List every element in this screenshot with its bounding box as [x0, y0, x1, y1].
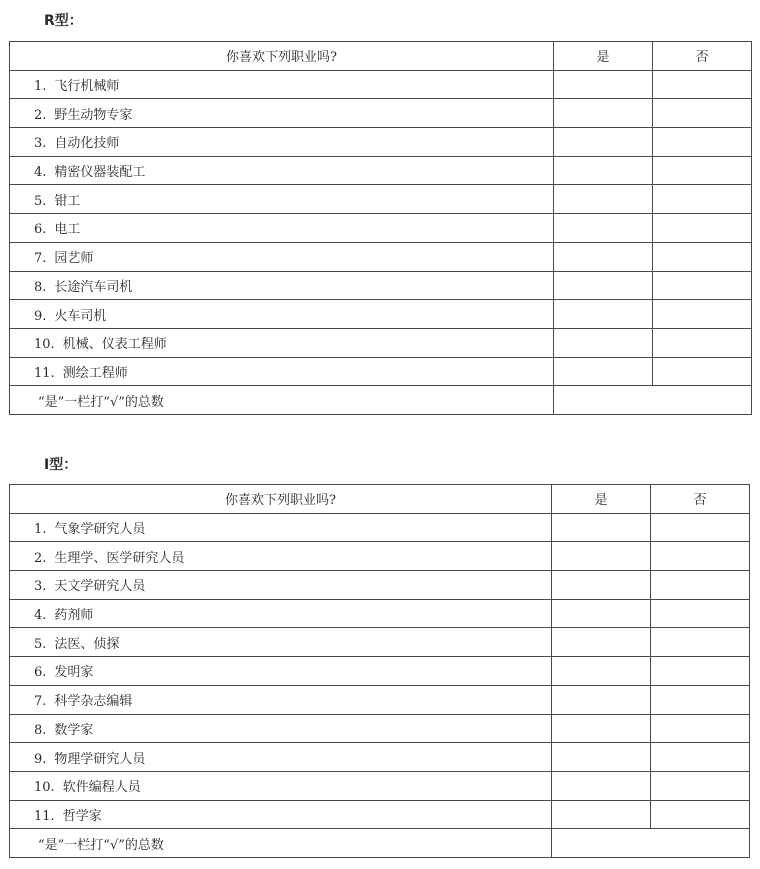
occupation-label: 发明家	[54, 665, 94, 681]
yes-answer-cell[interactable]	[554, 128, 653, 157]
occupation-label: 自动化技师	[54, 136, 120, 152]
table-row	[10, 328, 752, 357]
occupation-label: 生理学、医学研究人员	[54, 550, 185, 566]
no-answer-cell[interactable]	[651, 628, 750, 657]
no-answer-cell[interactable]	[651, 800, 750, 829]
question-header: 你喜欢下列职业吗?	[10, 42, 554, 71]
occupation-label: 长途汽车司机	[54, 279, 133, 295]
occupation-cell	[10, 743, 552, 772]
table-row	[10, 70, 752, 99]
no-answer-cell[interactable]	[653, 156, 752, 185]
table-row	[10, 743, 750, 772]
yes-answer-cell[interactable]	[552, 571, 651, 600]
survey-table-i	[9, 484, 750, 858]
yes-answer-cell[interactable]	[554, 70, 653, 99]
occupation-cell	[10, 271, 554, 300]
table-row	[10, 513, 750, 542]
table-row	[10, 242, 752, 271]
question-header: 你喜欢下列职业吗?	[10, 485, 552, 514]
occupation-cell	[10, 685, 552, 714]
item-number: 11.	[34, 365, 55, 381]
table-row	[10, 185, 752, 214]
no-answer-cell[interactable]	[653, 185, 752, 214]
item-number: 5.	[34, 636, 47, 652]
no-answer-cell[interactable]	[653, 328, 752, 357]
yes-column-header: 是	[554, 42, 653, 71]
yes-answer-cell[interactable]	[552, 599, 651, 628]
item-number: 4.	[34, 608, 47, 624]
table-row	[10, 156, 752, 185]
yes-column-header: 是	[552, 485, 651, 514]
table-row	[10, 542, 750, 571]
total-count-cell[interactable]	[552, 829, 750, 858]
item-number: 2.	[34, 107, 47, 123]
item-number: 7.	[34, 251, 47, 267]
occupation-cell	[10, 185, 554, 214]
yes-answer-cell[interactable]	[554, 271, 653, 300]
yes-answer-cell[interactable]	[552, 628, 651, 657]
occupation-cell	[10, 714, 552, 743]
yes-answer-cell[interactable]	[554, 99, 653, 128]
yes-answer-cell[interactable]	[554, 357, 653, 386]
occupation-cell	[10, 357, 554, 386]
no-answer-cell[interactable]	[653, 300, 752, 329]
no-answer-cell[interactable]	[651, 571, 750, 600]
yes-answer-cell[interactable]	[554, 300, 653, 329]
no-answer-cell[interactable]	[651, 743, 750, 772]
no-answer-cell[interactable]	[651, 599, 750, 628]
table-row	[10, 214, 752, 243]
occupation-cell	[10, 657, 552, 686]
table-row	[10, 714, 750, 743]
occupation-label: 机械、仪表工程师	[62, 337, 167, 353]
total-label: “是”一栏打“√”的总数	[10, 386, 554, 415]
table-row	[10, 771, 750, 800]
no-answer-cell[interactable]	[653, 70, 752, 99]
no-answer-cell[interactable]	[653, 242, 752, 271]
occupation-cell	[10, 70, 554, 99]
item-number: 2.	[34, 550, 47, 566]
total-row	[10, 829, 750, 858]
yes-answer-cell[interactable]	[554, 214, 653, 243]
table-row	[10, 99, 752, 128]
yes-answer-cell[interactable]	[552, 743, 651, 772]
no-answer-cell[interactable]	[651, 685, 750, 714]
total-label: “是”一栏打“√”的总数	[10, 829, 552, 858]
total-row	[10, 386, 752, 415]
item-number: 1.	[34, 79, 47, 95]
table-header-row	[10, 485, 750, 514]
occupation-cell	[10, 513, 552, 542]
occupation-cell	[10, 300, 554, 329]
item-number: 6.	[34, 665, 47, 681]
occupation-cell	[10, 214, 554, 243]
no-answer-cell[interactable]	[651, 714, 750, 743]
occupation-cell	[10, 242, 554, 271]
table-row	[10, 571, 750, 600]
item-number: 6.	[34, 222, 47, 238]
item-number: 9.	[34, 751, 47, 767]
no-answer-cell[interactable]	[653, 271, 752, 300]
occupation-label: 数学家	[54, 722, 94, 738]
occupation-label: 气象学研究人员	[54, 522, 146, 538]
no-answer-cell[interactable]	[653, 357, 752, 386]
item-number: 3.	[34, 136, 47, 152]
table-header-row	[10, 42, 752, 71]
no-answer-cell[interactable]	[651, 657, 750, 686]
no-answer-cell[interactable]	[653, 99, 752, 128]
occupation-label: 电工	[54, 222, 81, 238]
occupation-label: 物理学研究人员	[54, 751, 146, 767]
no-column-header: 否	[653, 42, 752, 71]
table-row	[10, 628, 750, 657]
no-answer-cell[interactable]	[651, 771, 750, 800]
yes-answer-cell[interactable]	[552, 513, 651, 542]
occupation-label: 火车司机	[54, 308, 107, 324]
occupation-label: 法医、侦探	[54, 636, 120, 652]
occupation-label: 精密仪器装配工	[54, 165, 146, 181]
item-number: 8.	[34, 279, 47, 295]
yes-answer-cell[interactable]	[554, 328, 653, 357]
occupation-cell	[10, 771, 552, 800]
yes-answer-cell[interactable]	[552, 657, 651, 686]
no-answer-cell[interactable]	[651, 542, 750, 571]
item-number: 5.	[34, 193, 47, 209]
item-number: 11.	[34, 808, 55, 824]
table-row	[10, 657, 750, 686]
occupation-label: 哲学家	[62, 808, 102, 824]
occupation-cell	[10, 328, 554, 357]
yes-answer-cell[interactable]	[554, 242, 653, 271]
occupation-cell	[10, 542, 552, 571]
survey-table-r	[9, 41, 752, 415]
yes-answer-cell[interactable]	[552, 714, 651, 743]
yes-answer-cell[interactable]	[554, 156, 653, 185]
table-row	[10, 271, 752, 300]
item-number: 3.	[34, 579, 47, 595]
yes-answer-cell[interactable]	[552, 800, 651, 829]
item-number: 10.	[34, 337, 55, 353]
occupation-cell	[10, 628, 552, 657]
item-number: 9.	[34, 308, 47, 324]
yes-answer-cell[interactable]	[552, 542, 651, 571]
table-row	[10, 300, 752, 329]
no-column-header: 否	[651, 485, 750, 514]
occupation-label: 飞行机械师	[54, 79, 120, 95]
occupation-label: 软件编程人员	[62, 780, 141, 796]
occupation-label: 测绘工程师	[62, 365, 128, 381]
table-row	[10, 599, 750, 628]
occupation-label: 药剂师	[54, 608, 94, 624]
occupation-cell	[10, 599, 552, 628]
occupation-label: 钳工	[54, 193, 81, 209]
item-number: 1.	[34, 522, 47, 538]
item-number: 4.	[34, 165, 47, 181]
table-row	[10, 357, 752, 386]
table-row	[10, 685, 750, 714]
table-row	[10, 800, 750, 829]
yes-answer-cell[interactable]	[554, 185, 653, 214]
no-answer-cell[interactable]	[653, 128, 752, 157]
section-title-i: I型：	[44, 457, 78, 473]
occupation-label: 野生动物专家	[54, 107, 133, 123]
no-answer-cell[interactable]	[651, 513, 750, 542]
occupation-cell	[10, 571, 552, 600]
item-number: 10.	[34, 780, 55, 796]
item-number: 8.	[34, 722, 47, 738]
total-count-cell[interactable]	[554, 386, 752, 415]
occupation-label: 天文学研究人员	[54, 579, 146, 595]
yes-answer-cell[interactable]	[552, 685, 651, 714]
occupation-label: 园艺师	[54, 251, 94, 267]
yes-answer-cell[interactable]	[552, 771, 651, 800]
occupation-cell	[10, 128, 554, 157]
occupation-cell	[10, 156, 554, 185]
occupation-cell	[10, 800, 552, 829]
occupation-cell	[10, 99, 554, 128]
occupation-label: 科学杂志编辑	[54, 694, 133, 710]
item-number: 7.	[34, 694, 47, 710]
no-answer-cell[interactable]	[653, 214, 752, 243]
section-title-r: R型：	[44, 13, 83, 29]
table-row	[10, 128, 752, 157]
